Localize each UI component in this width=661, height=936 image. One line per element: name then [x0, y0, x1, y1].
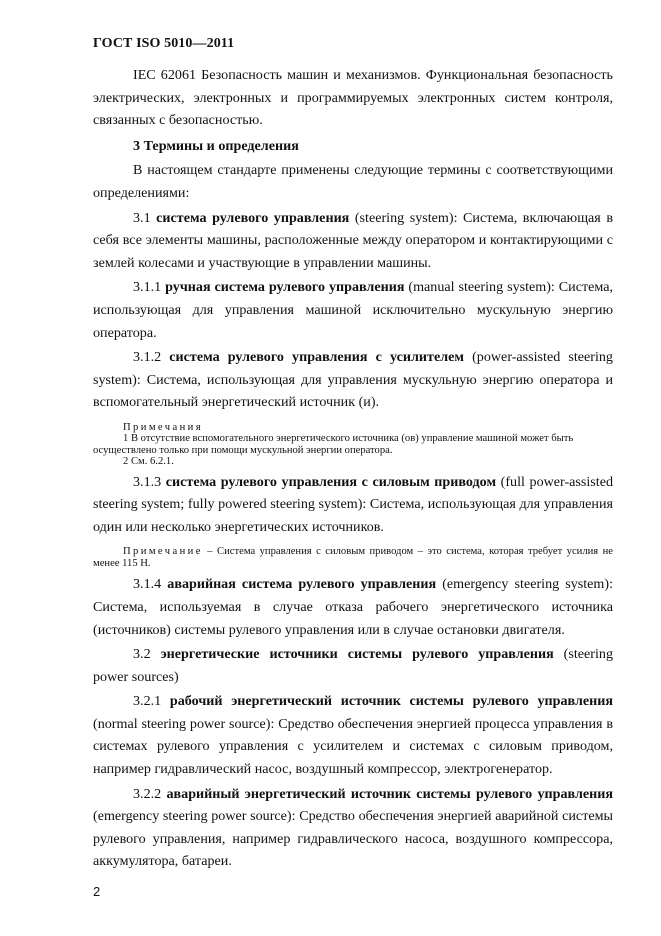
section-3-heading: 3 Термины и определения	[133, 137, 299, 154]
term-title: аварийный энергетический источник системы рулевого управления	[166, 785, 613, 802]
term-3-1-1	[93, 276, 613, 344]
note-2: 2 См. 6.2.1.	[123, 456, 174, 468]
term-number: 3.1.4	[133, 576, 168, 593]
note-label: Примечание	[123, 546, 203, 558]
notes-block	[93, 422, 613, 468]
term-number: 3.2.2	[133, 785, 167, 802]
term-number: 3.1.2	[133, 349, 170, 366]
reference-iec-62061: IEC 62061 Безопасность машин и механизмов. Функциональная безопасность электрических, электронных и программируемых электронных систем контроля, связанных с безопасностью.	[93, 67, 613, 129]
term-definition: (emergency steering system): Система, используемая в случае отказа рабочего энергетического источника (источников) системы рулевого управления или в случае остановки двигателя.	[93, 576, 614, 638]
term-number: 3.1.3	[133, 473, 166, 490]
note-force-requirement	[93, 546, 613, 570]
document-body	[93, 64, 613, 875]
term-title: система рулевого управления с силовым приводом	[165, 473, 497, 490]
term-title: ручная система рулевого управления	[165, 279, 405, 296]
term-3-2-1	[93, 690, 613, 780]
notes-heading: Примечания	[123, 421, 203, 433]
term-number: 3.1	[133, 209, 157, 226]
page-number: 2	[93, 884, 101, 899]
term-number: 3.2.1	[133, 693, 170, 710]
term-definition: (emergency steering power source): Средство обеспечения энергией аварийной системы рулевого управления, например гидравлического насоса, воздушного компрессора, аккумулятора, батареи.	[93, 808, 613, 870]
term-number: 3.1.1	[133, 279, 166, 296]
term-3-1-4	[93, 573, 613, 641]
section-3-intro: В настоящем стандарте применены следующие термины с соответствующими определениями:	[93, 162, 613, 201]
term-definition: (manual steering system): Система, использующая для управления машиной исключительно мускульную энергию оператора.	[93, 279, 613, 341]
term-title: система рулевого управления с усилителем	[169, 349, 464, 366]
term-number: 3.2	[133, 646, 161, 663]
term-3-1-2	[93, 346, 613, 414]
term-title: аварийная система рулевого управления	[167, 576, 437, 593]
term-definition: (power-assisted steering system): Система, использующая для управления мускульную энергию оператора и вспомогательный энергетический источник (и).	[93, 349, 613, 411]
term-3-1-3	[93, 471, 613, 539]
term-definition: (steering system): Система, включающая в себя все элементы машины, расположенные между оператором и контактирующими с землей колесами и участвующие в управлении машины.	[93, 209, 613, 271]
note-text: – Система управления с силовым приводом – это система, которая требует усилия не менее 115 Н.	[93, 546, 613, 570]
term-title: энергетические источники системы рулевого управления	[160, 646, 554, 663]
document-header: ГОСТ ISO 5010—2011	[93, 36, 235, 51]
note-1: 1 В отсутствие вспомогательного энергетического источника (ов) управление машиной может быть осуществлено только при помощи мускульной энергии оператора.	[93, 433, 574, 456]
term-3-2-2	[93, 783, 613, 873]
term-3-2	[93, 643, 613, 688]
term-definition: (normal steering power source): Средство обеспечения энергией процесса управления в системах рулевого управления с усилителем и системах с силовым приводом, например гидравлический насос, воздушный компрессор, электрогенератор.	[93, 715, 613, 778]
term-definition: (full power-assisted steering system; fully powered steering system): Система, использующая для управления один или несколько энергетических источников.	[93, 473, 613, 535]
term-title: система рулевого управления	[156, 209, 350, 226]
term-3-1	[93, 207, 613, 275]
term-title: рабочий энергетический источник системы рулевого управления	[169, 693, 613, 710]
term-definition: (steering power sources)	[93, 646, 613, 685]
